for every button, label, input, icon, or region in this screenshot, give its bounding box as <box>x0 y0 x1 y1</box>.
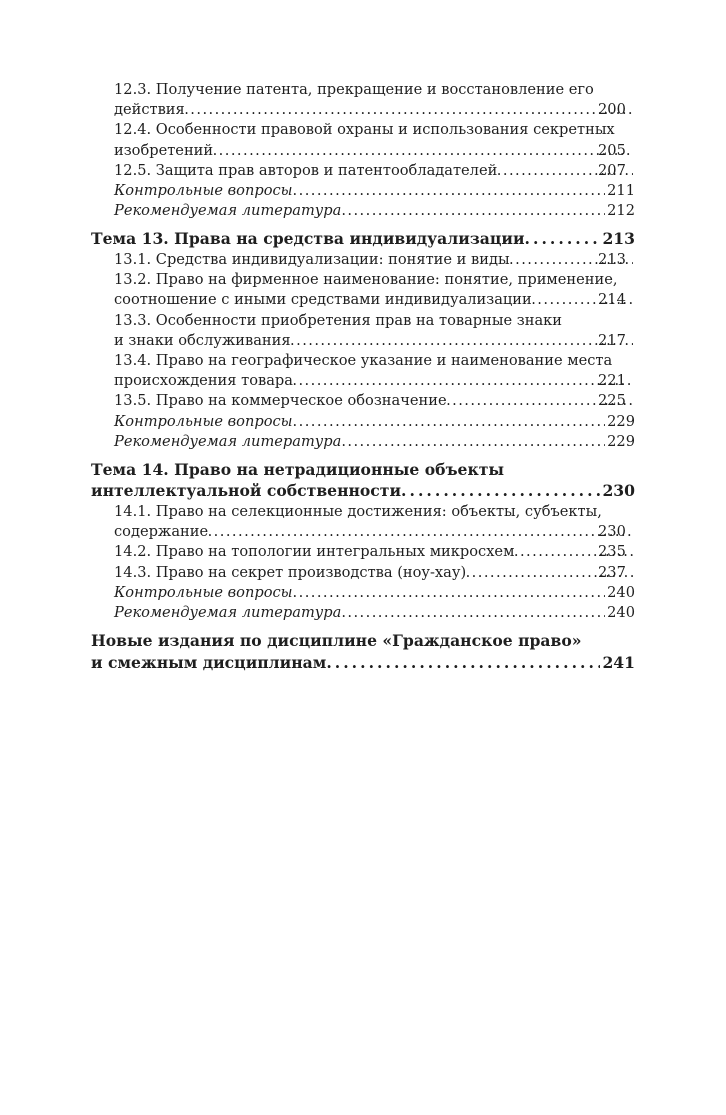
toc-entry-text: происхождения товара <box>114 372 293 390</box>
page-number: 200 <box>598 101 626 119</box>
page-number: 217 <box>598 331 626 349</box>
page-number: 230 <box>598 523 626 541</box>
page-number: 230 <box>602 481 635 501</box>
toc-entry-text: содержание <box>114 523 209 541</box>
toc-entry-13-5[interactable] <box>91 391 635 411</box>
toc-entry-review-questions-14[interactable] <box>91 583 635 603</box>
toc-entry-13-3[interactable] <box>91 311 635 351</box>
toc-entry-14-3[interactable] <box>91 563 635 583</box>
page-number: 213 <box>598 250 626 268</box>
page-number: 240 <box>607 583 635 601</box>
toc-entry-text: Контрольные вопросы <box>114 412 293 430</box>
dot-leader <box>401 480 600 502</box>
toc-entry-text: изобретений <box>114 141 214 159</box>
dot-leader <box>341 432 605 452</box>
toc-entry-text: 13.5. Право на коммерческое обозначение <box>114 392 447 410</box>
toc-entry-text: 13.3. Особенности приобретения прав на товарные знаки <box>114 311 562 329</box>
dot-leader <box>293 412 606 432</box>
page-number: 225 <box>598 392 626 410</box>
page-number: 214 <box>598 291 626 309</box>
toc-entry-text: Контрольные вопросы <box>114 583 293 601</box>
toc-entry-13-1[interactable] <box>91 250 635 270</box>
toc-entry-14-1[interactable] <box>91 502 635 542</box>
toc-entry-text: 13.2. Право на фирменное наименование: понятие, применение, <box>114 271 618 289</box>
dot-leader <box>326 652 600 674</box>
toc-new-editions[interactable] <box>91 630 635 673</box>
toc-topic-text: Тема 13. Права на средства индивидуализации <box>91 229 525 249</box>
toc-entry-text: Рекомендуемая литература <box>114 603 342 621</box>
page-number: 212 <box>607 202 635 220</box>
toc-entry-text: 14.1. Право на селекционные достижения: объекты, субъекты, <box>114 502 602 520</box>
page-number: 205 <box>598 141 626 159</box>
page-number: 229 <box>607 412 635 430</box>
toc-entry-text: Рекомендуемая литература <box>114 432 342 450</box>
toc-entry-recommended-literature-12[interactable] <box>91 201 635 221</box>
dot-leader <box>525 228 601 250</box>
dot-leader <box>208 522 633 542</box>
toc-entry-recommended-literature-13[interactable] <box>91 432 635 452</box>
page-number: 235 <box>598 543 626 561</box>
toc-entry-13-4[interactable] <box>91 351 635 391</box>
dot-leader <box>293 371 633 391</box>
dot-leader <box>213 141 633 161</box>
toc-entry-text: соотношение с иными средствами индивидуализации <box>114 291 532 309</box>
toc-entry-12-3[interactable] <box>91 80 635 120</box>
page-number: 213 <box>602 229 635 249</box>
toc-topic-13[interactable] <box>91 228 635 250</box>
toc-entry-12-5[interactable] <box>91 161 635 181</box>
toc-entry-text: действия <box>114 101 185 119</box>
toc-entry-text: 13.1. Средства индивидуализации: понятие и виды <box>114 250 510 268</box>
toc-entry-text: 14.2. Право на топологии интегральных микросхем <box>114 543 515 561</box>
page-number: 229 <box>607 432 635 450</box>
dot-leader <box>291 331 633 351</box>
toc-topic-text: Тема 14. Право на нетрадиционные объекты <box>91 459 505 479</box>
toc-topic-14[interactable] <box>91 459 635 502</box>
page-number: 240 <box>607 603 635 621</box>
toc-entry-text: 12.5. Защита прав авторов и патентообладателей <box>114 161 498 179</box>
toc-entry-text: 14.3. Право на секрет производства (ноу-хау) <box>114 563 467 581</box>
toc-entry-review-questions-12[interactable] <box>91 181 635 201</box>
page-number: 221 <box>598 372 626 390</box>
toc-entry-text: 12.3. Получение патента, прекращение и восстановление его <box>114 81 594 98</box>
toc-entry-text: 13.4. Право на географическое указание и наименование места <box>114 351 613 369</box>
toc-entry-13-2[interactable] <box>91 270 635 310</box>
toc-entry-text: и знаки обслуживания <box>114 331 291 349</box>
page-number: 207 <box>598 161 626 179</box>
table-of-contents <box>91 80 635 673</box>
toc-entry-text: Рекомендуемая литература <box>114 202 342 220</box>
toc-topic-text: и смежным дисциплинам <box>91 652 327 672</box>
toc-entry-12-4[interactable] <box>91 120 635 160</box>
dot-leader <box>341 603 605 623</box>
page-number: 211 <box>607 182 635 200</box>
toc-topic-text: Новые издания по дисциплине «Гражданское право» <box>91 631 582 651</box>
dot-leader <box>341 201 605 221</box>
dot-leader <box>293 583 606 603</box>
page-number: 237 <box>598 563 626 581</box>
toc-entry-text: 12.4. Особенности правовой охраны и использования секретных <box>114 121 615 139</box>
toc-entry-recommended-literature-14[interactable] <box>91 603 635 623</box>
toc-entry-text: Контрольные вопросы <box>114 182 293 200</box>
toc-entry-14-2[interactable] <box>91 542 635 562</box>
dot-leader <box>185 100 633 120</box>
dot-leader <box>293 181 606 201</box>
page-number: 241 <box>602 652 635 672</box>
toc-topic-text: интеллектуальной собственности <box>91 481 402 501</box>
toc-entry-review-questions-13[interactable] <box>91 412 635 432</box>
